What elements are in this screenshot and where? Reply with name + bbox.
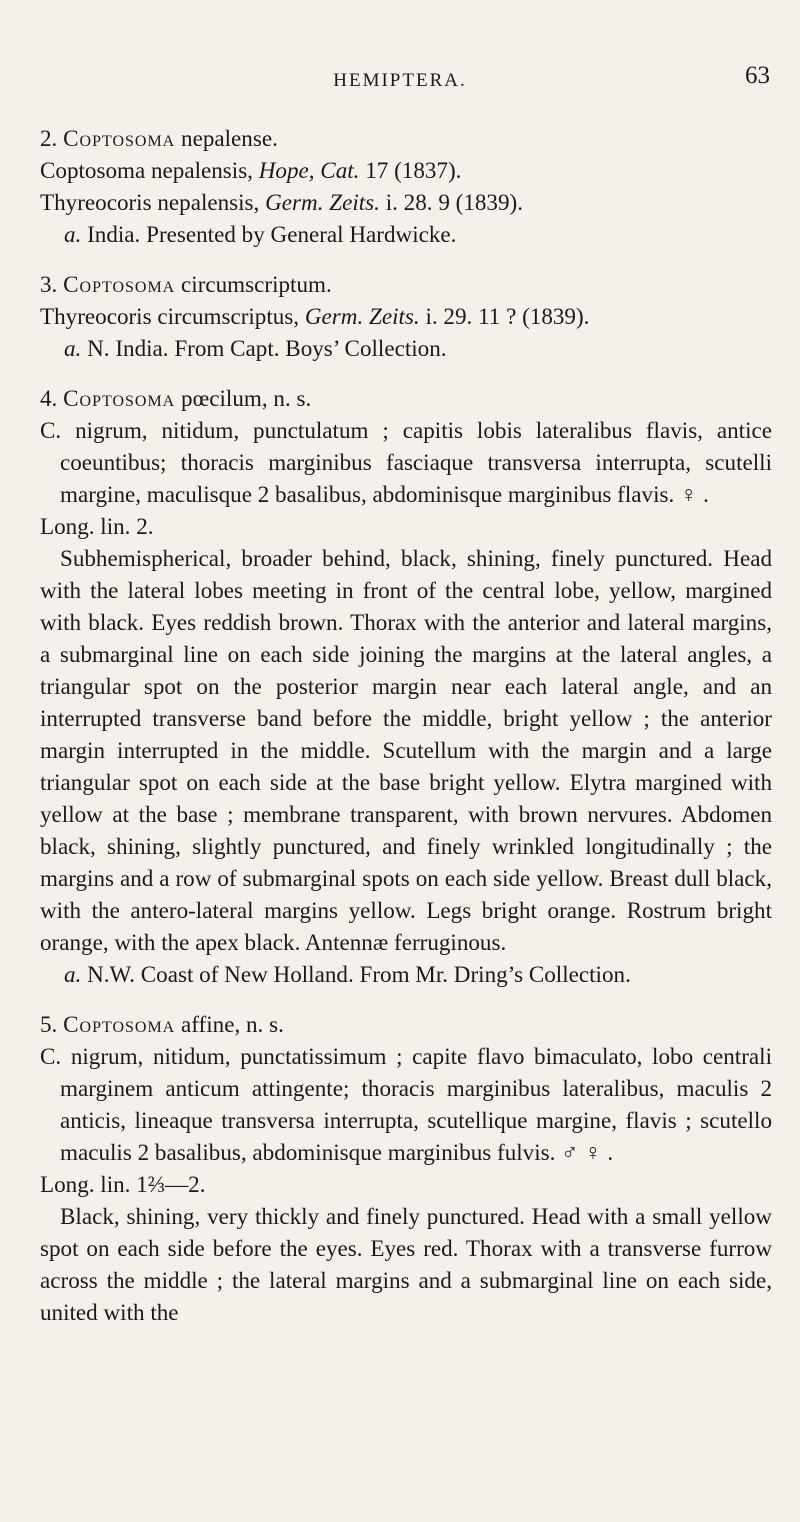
specimen-line: a. N. India. From Capt. Boys’ Collection.	[64, 335, 447, 361]
species-name: nepalense.	[181, 125, 278, 151]
length-line: Long. lin. 2.	[40, 513, 154, 539]
running-head: HEMIPTERA.	[333, 70, 467, 91]
synonym-line: Coptosoma nepalensis, Hope, Cat. 17 (1837).	[40, 157, 462, 183]
species-name: circumscriptum.	[181, 271, 332, 297]
genus-name: Coptosoma	[63, 1011, 176, 1037]
length-line: Long. lin. 1⅔—2.	[40, 1171, 206, 1197]
latin-diagnosis: C. nigrum, nitidum, punctulatum ; capitis lobis lateralibus flavis, antice coeuntibus; thoracis marginibus fasciaque transversa interrupta, scutelli margine, maculisque 2 basalibus, abdominisque marginibus flavis. ♀ .	[40, 417, 772, 507]
page-number: 63	[745, 62, 770, 89]
latin-diagnosis: C. nigrum, nitidum, punctatissimum ; capite flavo bimaculato, lobo centrali marginem anticum attingente; thoracis marginibus lateralibus, maculis 2 anticis, lineaque transversa interrupta, scutellique margine, flavis ; scutello maculis 2 basalibus, abdominisque marginibus fulvis. ♂ ♀ .	[40, 1043, 772, 1165]
species-heading: 3. Coptosoma circumscriptum.	[40, 271, 332, 297]
species-heading: 4. Coptosoma pœcilum, n. s.	[40, 385, 312, 411]
species-heading: 2. Coptosoma nepalense.	[40, 125, 278, 151]
species-name: affine, n. s.	[181, 1011, 284, 1037]
species-heading: 5. Coptosoma affine, n. s.	[40, 1011, 284, 1037]
genus-name: Coptosoma	[63, 385, 176, 411]
genus-name: Coptosoma	[63, 271, 176, 297]
species-name: pœcilum, n. s.	[181, 385, 312, 411]
specimen-line: a. N.W. Coast of New Holland. From Mr. Dring’s Collection.	[64, 961, 631, 987]
description: Black, shining, very thickly and finely punctured. Head with a small yellow spot on each side before the eyes. Eyes red. Thorax with a transverse furrow across the middle ; the lateral margins and a submarginal line on each side, united with the	[40, 1203, 772, 1325]
synonym-line: Thyreocoris circumscriptus, Germ. Zeits. i. 29. 11 ? (1839).	[40, 303, 590, 329]
description: Subhemispherical, broader behind, black, shining, finely punctured. Head with the lateral lobes meeting in front of the central lobe, yellow, margined with black. Eyes reddish brown. Thorax with the anterior and lateral margins, a submarginal line on each side joining the margins at the lateral angles, a triangular spot on the posterior margin near each lateral angle, and an interrupted transverse band before the middle, bright yellow ; the anterior margin interrupted in the middle. Scutellum with the margin and a large triangular spot on each side at the base bright yellow. Elytra margined with yellow at the base ; membrane transparent, with brown nervures. Abdomen black, shining, slightly punctured, and finely wrinkled longitudinally ; the margins and a row of submarginal spots on each side yellow. Breast dull black, with the antero-lateral margins yellow. Legs bright orange. Rostrum bright orange, with the apex black. Antennæ ferruginous.	[40, 545, 772, 955]
genus-name: Coptosoma	[63, 125, 176, 151]
synonym-line: Thyreocoris nepalensis, Germ. Zeits. i. 28. 9 (1839).	[40, 189, 523, 215]
specimen-line: a. India. Presented by General Hardwicke.	[64, 221, 457, 247]
page-content	[40, 122, 772, 1328]
